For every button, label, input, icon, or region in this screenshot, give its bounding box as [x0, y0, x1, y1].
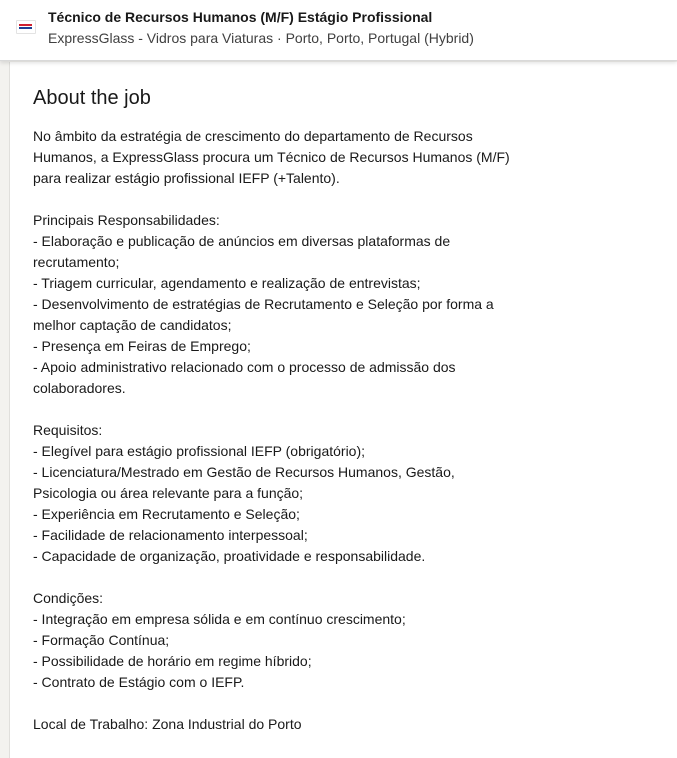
conditions-title: Condições: — [33, 590, 104, 606]
responsibility-line: - Apoio administrativo relacionado com o processo de admissão dos — [33, 359, 456, 375]
job-description-card — [9, 62, 677, 758]
responsibilities-title: Principais Responsabilidades: — [33, 212, 220, 228]
company-logo-icon[interactable] — [16, 20, 36, 34]
paragraph-gap — [33, 567, 503, 588]
requirements-title: Requisitos: — [33, 422, 103, 438]
responsibility-line: melhor captação de candidatos; — [33, 317, 232, 333]
condition-line: - Integração em empresa sólida e em contínuo crescimento; — [33, 611, 406, 627]
requirement-line: Psicologia ou área relevante para a função; — [33, 485, 304, 501]
responsibility-line: - Presença em Feiras de Emprego; — [33, 338, 251, 354]
paragraph-gap — [33, 399, 503, 420]
logo-blue-stripe — [19, 27, 32, 29]
job-description — [33, 126, 510, 735]
requirement-line: - Experiência em Recrutamento e Seleção; — [33, 506, 300, 522]
company-location: ExpressGlass - Vidros para Viaturas · Porto, Porto, Portugal (Hybrid) — [48, 30, 474, 46]
job-header — [0, 0, 677, 61]
condition-line: - Possibilidade de horário em regime híbrido; — [33, 653, 312, 669]
intro-line: para realizar estágio profissional IEFP (+Talento). — [33, 170, 340, 186]
requirement-line: - Licenciatura/Mestrado em Gestão de Recursos Humanos, Gestão, — [33, 464, 455, 480]
requirement-line: - Elegível para estágio profissional IEFP (obrigatório); — [33, 443, 366, 459]
condition-line: - Formação Contínua; — [33, 632, 170, 648]
paragraph-gap — [33, 693, 503, 714]
condition-line: - Contrato de Estágio com o IEFP. — [33, 674, 245, 690]
requirement-line: - Capacidade de organização, proatividade e responsabilidade. — [33, 548, 426, 564]
paragraph-gap — [33, 189, 503, 210]
responsibility-line: colaboradores. — [33, 380, 126, 396]
logo-red-stripe — [19, 24, 32, 26]
intro-line: Humanos, a ExpressGlass procura um Técnico de Recursos Humanos (M/F) — [33, 149, 510, 165]
responsibility-line: recrutamento; — [33, 254, 120, 270]
requirement-line: - Facilidade de relacionamento interpessoal; — [33, 527, 308, 543]
responsibility-line: - Desenvolvimento de estratégias de Recrutamento e Seleção por forma a — [33, 296, 494, 312]
job-title[interactable]: Técnico de Recursos Humanos (M/F) Estágio Profissional — [48, 9, 433, 25]
work-location: Local de Trabalho: Zona Industrial do Porto — [33, 716, 302, 732]
responsibility-line: - Triagem curricular, agendamento e realização de entrevistas; — [33, 275, 421, 291]
intro-line: No âmbito da estratégia de crescimento do departamento de Recursos — [33, 128, 473, 144]
responsibility-line: - Elaboração e publicação de anúncios em diversas plataformas de — [33, 233, 451, 249]
about-job-heading: About the job — [33, 87, 151, 109]
